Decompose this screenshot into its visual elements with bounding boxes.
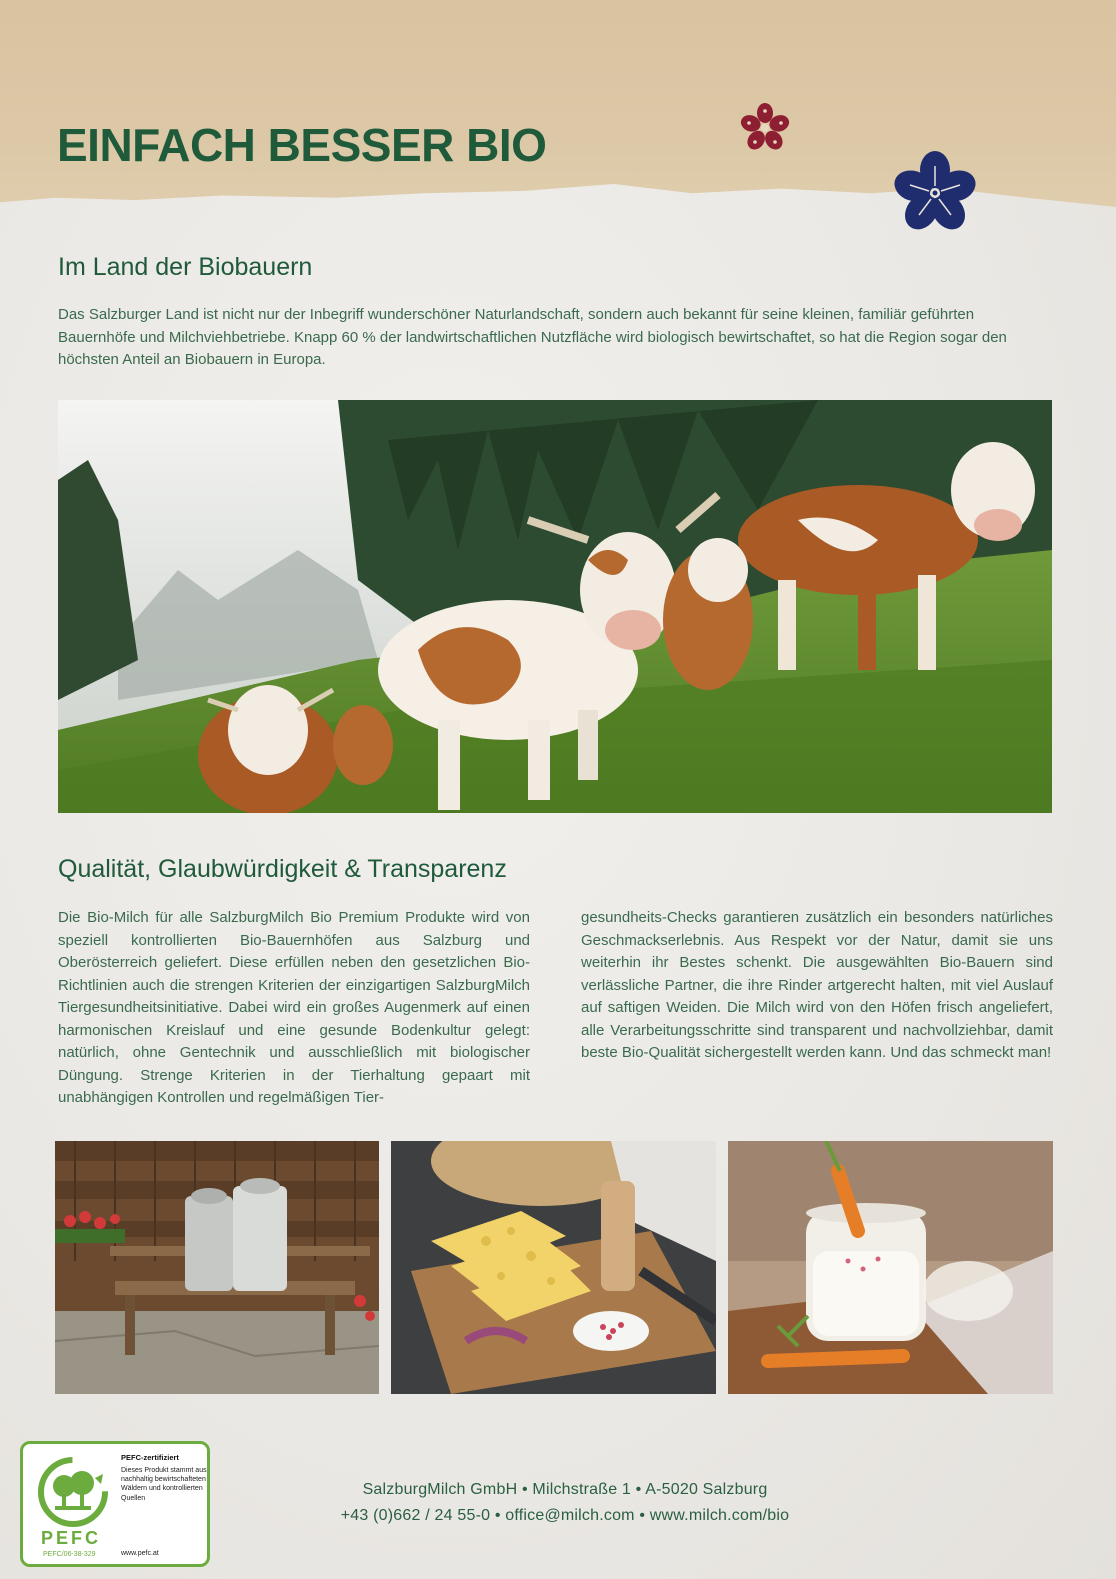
pefc-title: PEFC-zertifiziert — [121, 1453, 179, 1462]
cows-on-pasture-photo — [58, 400, 1052, 813]
pefc-logo-icon — [37, 1456, 109, 1528]
blue-flower-icon — [892, 150, 978, 236]
pefc-description: Dieses Produkt stammt aus nachhaltig bewirtschafteten Wäldern und kontrollierten Quellen — [121, 1467, 207, 1502]
section-heading-qualitaet: Qualität, Glaubwürdigkeit & Transparenz — [58, 855, 507, 883]
cheese-and-bread-photo — [391, 1141, 716, 1394]
quality-paragraph-col1: Die Bio-Milch für alle SalzburgMilch Bio Premium Produkte wird von speziell kontrollierten Bio-Bauernhöfen aus Salzburg und Oberösterreich geliefert. Diese erfüllen neben den gesetzlichen Bio-Richtlinien auch die strengen Kriterien der einzigartigen SalzburgMilch Tiergesundheitsinitiative. Dabei wird ein großes Augenmerk auf einen harmonischen Kreislauf und eine gesunde Bodenkultur gelegt: natürlich, ohne Gentechnik und ausschließlich mit biologischer Düngung. Strenge Kriterien in der Tierhaltung gepaart mit unabhängigen Kontrollen und regelmäßigen Tier- — [58, 909, 530, 1106]
pefc-certification-badge — [20, 1441, 210, 1567]
pefc-url: www.pefc.at — [121, 1550, 159, 1557]
milk-cans-on-bench-photo — [55, 1141, 379, 1394]
pefc-license-code: PEFC/06-38-329 — [43, 1551, 96, 1558]
quality-paragraph-col2: gesundheits-Checks garantieren zusätzlich ein besonders natürliches Geschmackserlebnis. Aus Respekt vor der Natur, damit sie uns weiterhin ihr Bestes schenkt. Die ausgewählten Bio-Bauern sind verlässliche Partner, die ihre Rinder artgerecht halten, mit viel Auslauf auf saftigen Weiden. Die Milch wird von den Höfen frisch angeliefert, alle Verarbeitungsschritte sind transparent und nachvollziehbar, damit beste Bio-Qualität sichergestellt werden kann. Und das schmeckt man! — [581, 909, 1053, 1061]
footer-address: SalzburgMilch GmbH • Milchstraße 1 • A-5020 Salzburg — [362, 1481, 768, 1498]
yogurt-jar-with-carrot-photo — [728, 1141, 1053, 1394]
intro-paragraph: Das Salzburger Land ist nicht nur der Inbegriff wunderschöner Naturlandschaft, sondern auch bekannt für seine kleinen, familiär geführten Bauernhöfe und Milchviehbetriebe. Knapp 60 % der landwirtschaftlichen Nutzfläche wird biologisch bewirtschaftet, so hat die Region sogar den höchsten Anteil an Biobauern in Europa. — [58, 306, 1007, 368]
red-flower-icon — [738, 101, 792, 155]
section-heading-biobauern: Im Land der Biobauern — [58, 253, 313, 281]
footer-contact: +43 (0)662 / 24 55-0 • office@milch.com • www.milch.com/bio — [340, 1507, 790, 1524]
pefc-wordmark: PEFC — [41, 1528, 102, 1548]
page-title: EINFACH BESSER BIO — [57, 119, 547, 171]
